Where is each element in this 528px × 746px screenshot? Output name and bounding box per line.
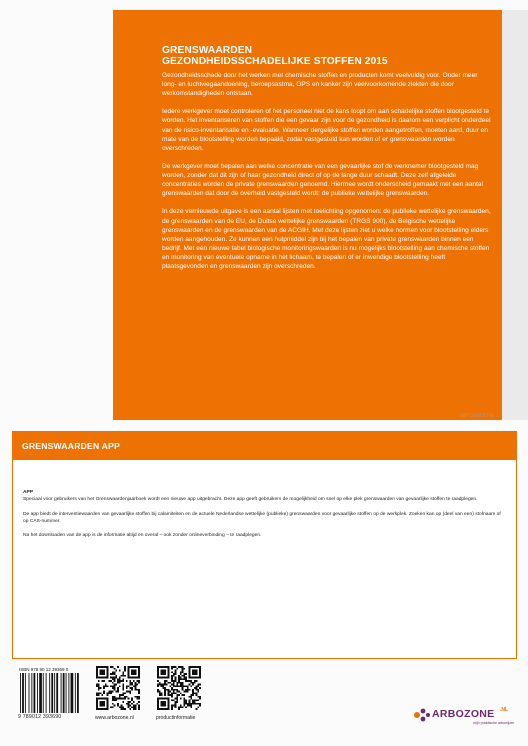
app-info-box [12, 431, 517, 659]
app-box-body [23, 489, 505, 547]
app-box-title: GRENSWAARDEN APP [22, 441, 120, 451]
arbozone-logo [413, 704, 513, 728]
cover-title-line-2: GEZONDHEIDSSCHADELIJKE STOFFEN 2015 [162, 56, 388, 67]
logo-text: ARBOZONE [432, 708, 495, 720]
app-paragraph: De app biedt de interventiewaarden van gevaarlijke stoffen bij calamiteiten en de actuele Nederlandse wettelijke (publieke) grenswaarden voor gevaarlijke stoffen op de werkplek. Zoeken kan op (deel van een) stofnaam of op CAS-nummer. [23, 511, 501, 524]
app-heading: APP [23, 490, 34, 495]
series-label-sub: INFORMATIE [459, 413, 495, 419]
app-paragraph: Na het downloaden van de app is de informatie altijd en overal – ook zonder onlineverbinding – te raadplegen. [23, 533, 262, 539]
cover-title-line-1: GRENSWAARDEN [162, 45, 253, 56]
series-label-main: ARBO [459, 407, 475, 413]
qr-label-website: www.arbozone.nl [95, 715, 134, 721]
cover-panel [113, 10, 502, 420]
isbn-text: ISBN 978 90 12 39369 0 [19, 667, 69, 672]
series-label [459, 407, 495, 419]
app-paragraph: Speciaal voor gebruikers van het Grenswaardenjaarboek wordt een nieuwe app uitgebracht. Deze app geeft gebruikers de mogelijkheid om snel op elke plek grenswaarden van gevaarlijke stoffen te raadplegen. [23, 497, 478, 503]
cover-body [162, 71, 492, 271]
logo-suffix: .NL [500, 707, 509, 713]
logo-tagline: mijn praktische arbowijzer [473, 721, 515, 725]
cover-paragraph: Gezondheidsschade door het werken met chemische stoffen en producten komt veelvuldig voor. Onder meer long- en luchtwegaandoening, beroepsastma, OPS en kanker zijn veelvoorkomende ziekten die door werkomstandigheden ontstaan. [162, 72, 478, 98]
qr-code-productinfo [157, 666, 201, 710]
barcode [19, 673, 81, 713]
cover-paragraph: De werkgever moet bepalen aan welke concentratie van een gevaarlijke stof de werknemer blootgesteld mag worden, zonder dat dit zijn of haar gezondheid direct of op de lange duur schaadt. Deze zelf afgeleide concentraties worden de private grenswaarden genoemd. Hiermee wordt onderscheid gemaakt met een aantal grenswaarden dat door de overheid vastgesteld wordt: de publieke wettelijke grenswaarden. [162, 162, 483, 198]
logo-mark-icon [413, 707, 431, 723]
barcode-number: 9 789012 393690 [18, 714, 62, 720]
app-box-header [13, 432, 516, 460]
spine-strip [502, 10, 528, 420]
qr-code-website [96, 666, 140, 710]
qr-label-productinfo: productinformatie [156, 715, 196, 721]
cover-paragraph: In deze vernieuwde uitgave is een aantal lijsten met toelichting opgenomen: de publieke wettelijke grenswaarden, de grenswaarden van de EU, de Duitse wettelijke grenswaarden (TRGS 900), de Belgische wettelijke grenswaarden en de grenswaarden van de ACGIH. Met deze lijsten ziet u welke normen voor blootstelling elders worden aangehouden. Ze kunnen een hulpmiddel zijn bij het bepalen van private grenswaarden binnen een bedrijf. Met een nieuwe tabel biologische monitoringswaarden is nu mogelijks blootstelling aan chemische stoffen en monitoring van eventuele opname in het lichaam, te bepalen of er inwendige blootstelling heeft plaatsgevonden en grenswaarden zijn overschreden. [162, 208, 491, 270]
cover-paragraph: Iedere werkgever moet controleren of het personeel niet de kans loopt om aan schadelijke stoffen blootgesteld te worden. Het inventariseren van stoffen die een gevaar zijn voor de gezondheid is daarom een verplicht onderdeel van de risico-inventarisatie en -evaluatie. Wanneer dergelijke stoffen worden aangetroffen, moeten aard, duur en mate van de blootstelling worden bepaald, zodat vastgesteld kan worden of er grenswaarden worden overschreden. [162, 108, 491, 152]
